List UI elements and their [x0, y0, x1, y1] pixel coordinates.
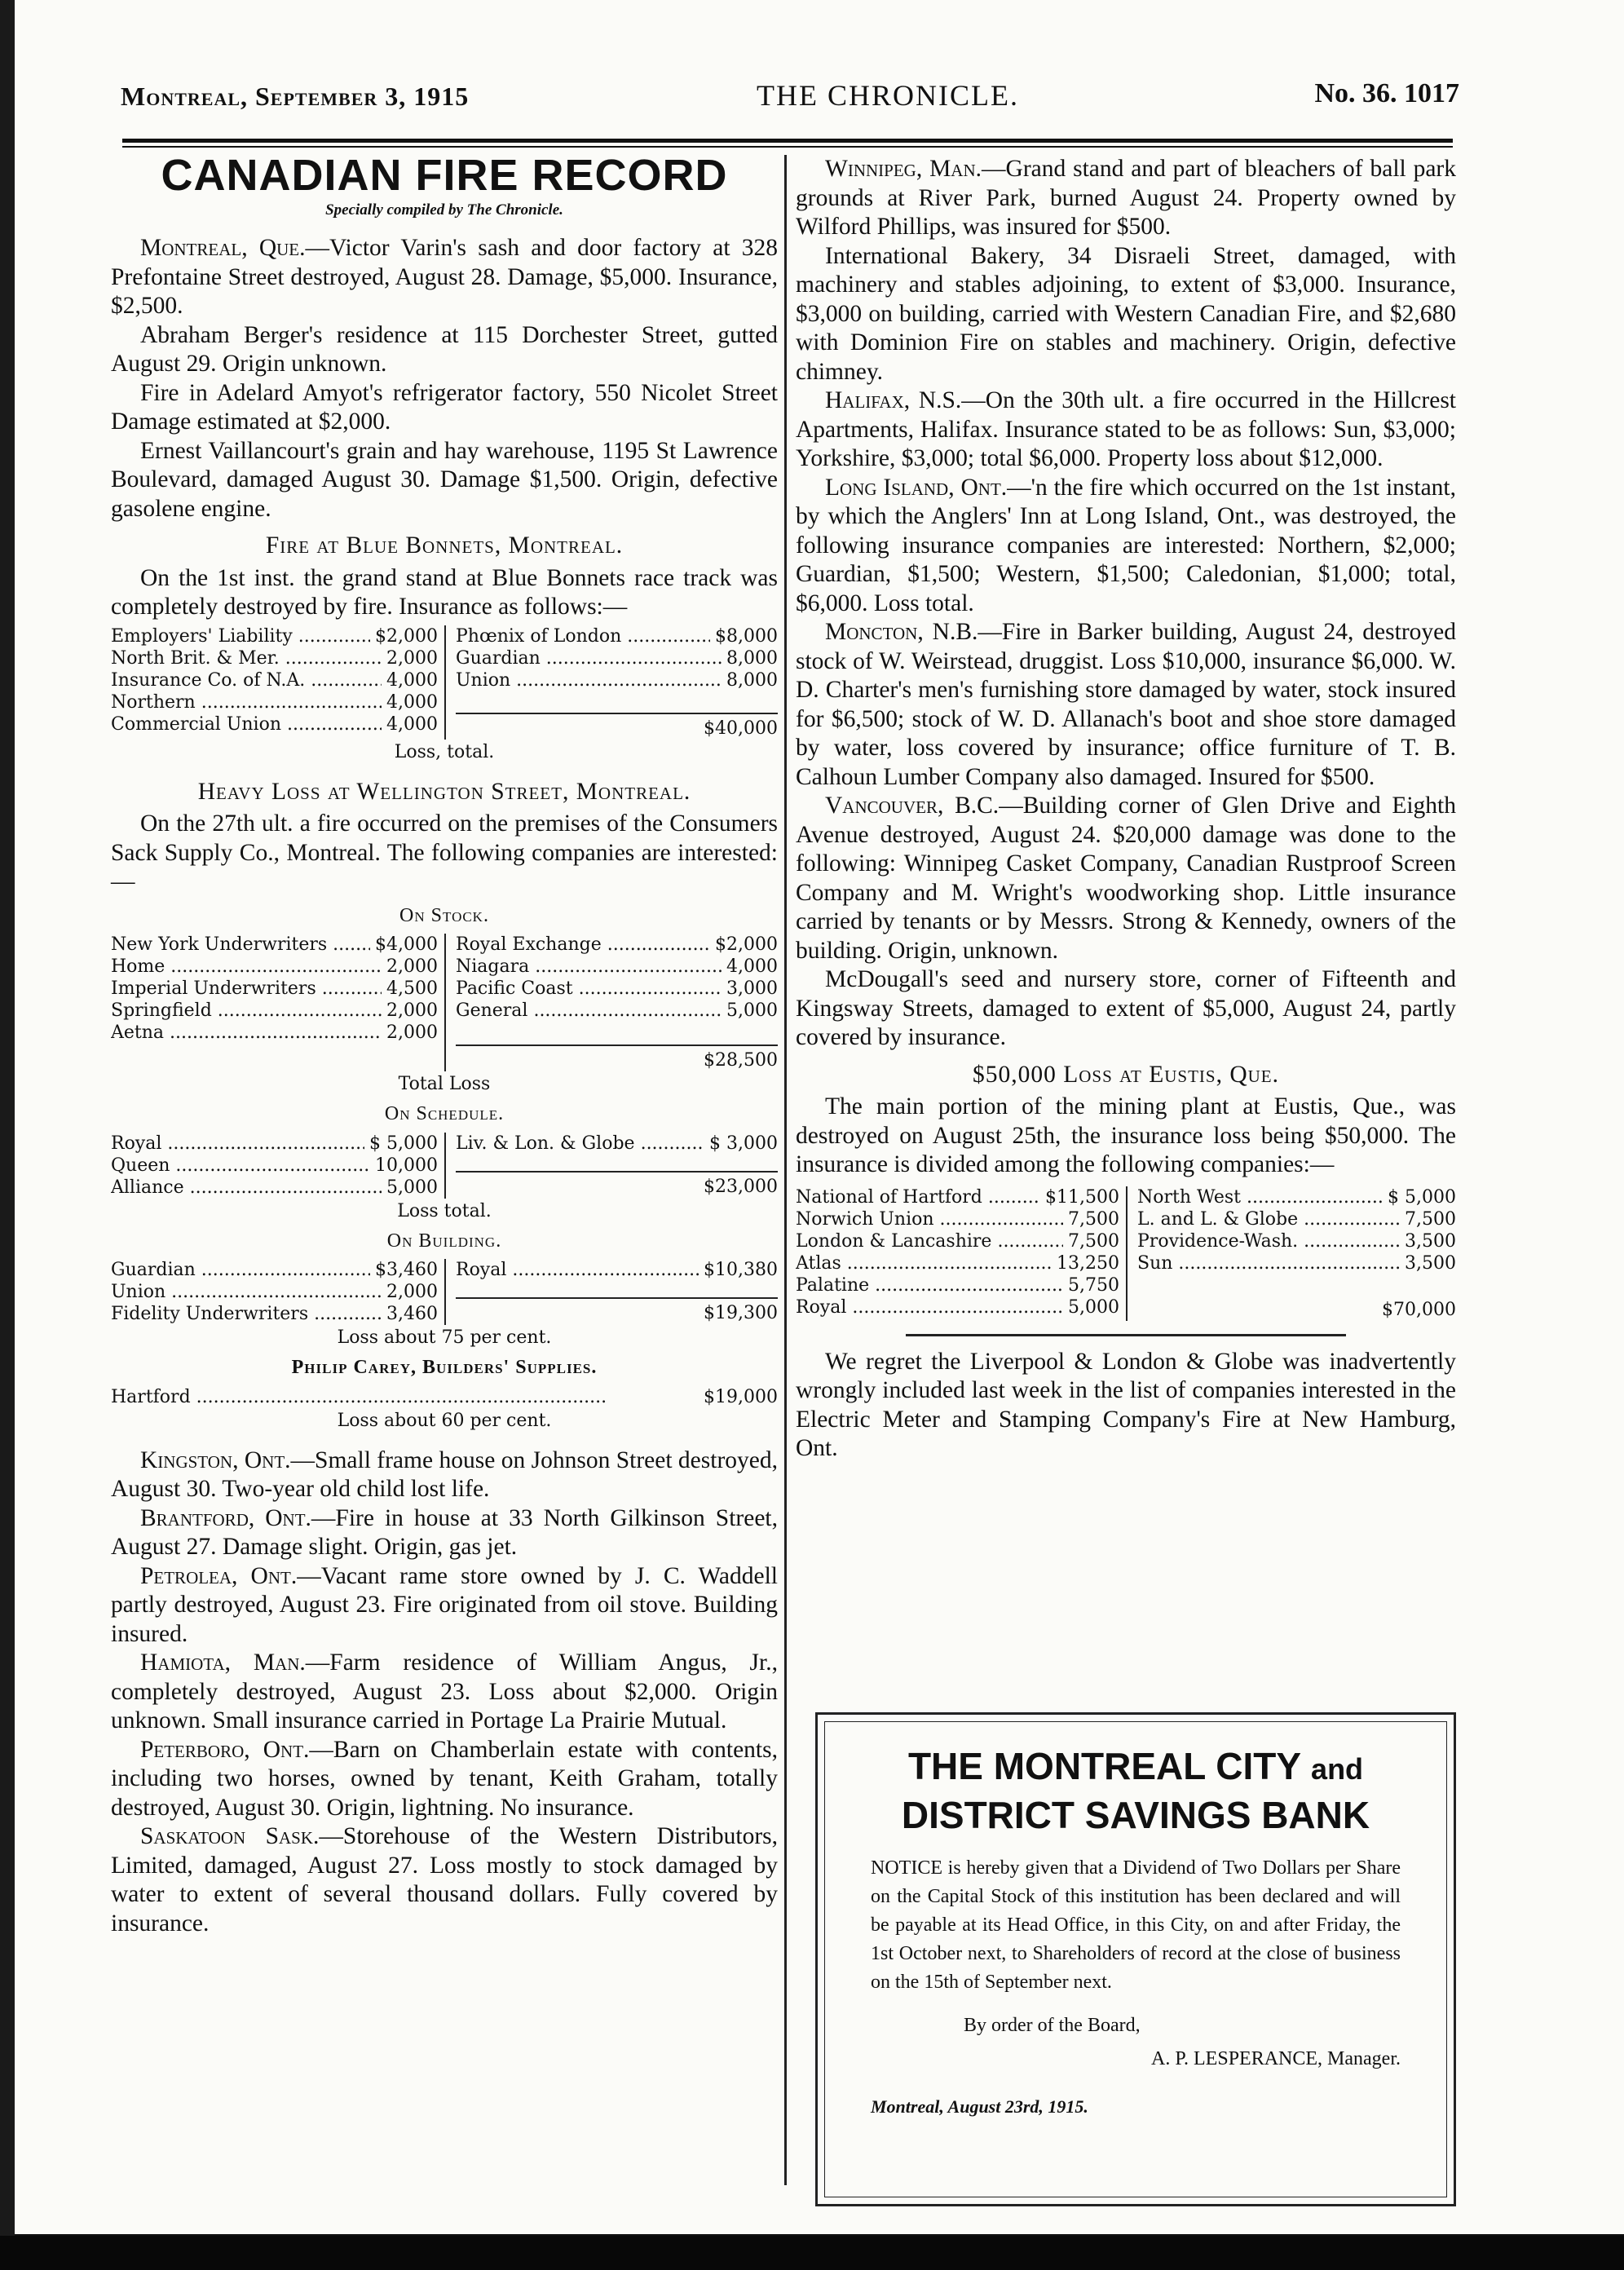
company-name: Atlas ..... [796, 1252, 1052, 1274]
table-right-half [444, 1133, 778, 1199]
table-left-half [796, 1186, 1126, 1321]
item-kingston: Kingston, Ont.—Small frame house on Johnson Street destroyed, August 30. Two-year old child lost life. [111, 1446, 778, 1502]
company-name: Aetna ..... [111, 1022, 382, 1044]
amount: 4,000 [386, 691, 438, 713]
amount: 5,000 [386, 1177, 438, 1198]
item-saskatoon: Saskatoon Sask.—Storehouse of the Western Distributors, Limited, damaged, August 27. Loss mostly to stock damaged by water to extent of several thousand dollars. Fully covered by insurance. [111, 1823, 778, 1937]
place-lead: Saskatoon Sask. [140, 1823, 320, 1849]
table-right-half [444, 625, 778, 740]
company-name: Phœnix of London ..... [456, 625, 710, 647]
company-name: Palatine ..... [796, 1274, 1063, 1296]
bank-notice-ad [815, 1712, 1456, 2206]
company-name: Union ..... [456, 669, 722, 691]
table-left-half [111, 934, 444, 1071]
table-eustis [796, 1186, 1456, 1321]
subhead-wellington: Heavy Loss at Wellington Street, Montreal. [197, 778, 691, 805]
subhead-eustis: $50,000 Loss at Eustis, Que. [973, 1061, 1279, 1088]
amount: 2,000 [386, 1000, 438, 1021]
table-left-half [111, 1133, 444, 1199]
company-name: Providence-Wash. ..... [1137, 1230, 1400, 1252]
item-winnipeg: Winnipeg, Man.—Grand stand and part of bleachers of ball park grounds at River Park, burned August 24. Property owned by Wilford Phillips, was insured for $500. [796, 156, 1456, 240]
table-row [456, 1133, 778, 1155]
item-regret: We regret the Liverpool & London & Globe was inadvertently wrongly included last week in the list of companies interested in the Electric Meter and Stamping Company's Fire at New Hamburg, Ont. [796, 1348, 1456, 1461]
amount: 2,000 [386, 956, 438, 977]
amount: 13,250 [1057, 1252, 1119, 1274]
table-left-half [111, 1259, 444, 1325]
table-row [111, 934, 438, 956]
amount: $ 3,000 [709, 1133, 778, 1154]
table-row [111, 1177, 438, 1199]
table-row [111, 1000, 438, 1022]
left-column [111, 151, 779, 1938]
table-row [456, 669, 778, 691]
table-row [111, 1133, 438, 1155]
table-philip-carey [111, 1386, 778, 1432]
table-row [456, 647, 778, 669]
item-peterboro: Peterboro, Ont.—Barn on Chamberlain estate with contents, including two horses, owned by tenant, Keith Graham, totally destroyed, August 30. Origin, lightning. No insurance. [111, 1736, 778, 1821]
table-row [111, 691, 438, 713]
table-on-stock [111, 934, 778, 1095]
table-row [1137, 1252, 1456, 1274]
amount: $ 5,000 [1388, 1186, 1456, 1208]
ad-signature: A. P. LESPERANCE, Manager. [1151, 2048, 1401, 2069]
table-row [111, 1303, 438, 1325]
header-rule-thin [122, 146, 1453, 148]
table-total: $23,000 [456, 1171, 778, 1198]
table-right-half [444, 1259, 778, 1325]
table-row [111, 713, 438, 735]
amount: 4,500 [386, 978, 438, 999]
table-row [796, 1252, 1119, 1274]
table-row [456, 978, 778, 1000]
place-lead: Hamiota, Man. [140, 1650, 306, 1676]
table-loss-note: Loss about 75 per cent. [337, 1327, 552, 1348]
column-divider [784, 155, 787, 2185]
ad-inner-border [824, 1721, 1447, 2197]
table-row [456, 956, 778, 978]
amount: $8,000 [715, 625, 778, 647]
subhead-on-stock: On Stock. [399, 904, 489, 926]
item-hamiota: Hamiota, Man.—Farm residence of William Angus, Jr., completely destroyed, August 23. Loss about $2,000. Origin unknown. Small insurance carried in Portage La Prairie Mutual. [111, 1650, 778, 1733]
table-right-half [1126, 1186, 1456, 1321]
header-publication: THE CHRONICLE. [757, 79, 1019, 112]
table-row [1137, 1230, 1456, 1252]
table-row [796, 1186, 1119, 1208]
company-name: Sun ..... [1137, 1252, 1400, 1274]
amount: 5,000 [1068, 1296, 1119, 1318]
table-row [111, 1281, 438, 1303]
header-rule-thick [122, 139, 1453, 143]
company-name: Royal Exchange ..... [456, 934, 710, 956]
amount: 2,000 [386, 647, 438, 669]
place-lead: Vancouver, B.C. [825, 793, 1000, 819]
item-brantford: Brantford, Ont.—Fire in house at 33 North Gilkinson Street, August 27. Damage slight. Origin, gas jet. [111, 1504, 778, 1560]
table-row [456, 625, 778, 647]
table-row [796, 1274, 1119, 1296]
company-name: Fidelity Underwriters ..... [111, 1303, 382, 1325]
amount: $2,000 [715, 934, 778, 955]
company-name: Northern ..... [111, 691, 382, 713]
amount: 7,500 [1068, 1230, 1119, 1252]
place-lead: Brantford, Ont. [140, 1504, 311, 1531]
amount: 2,000 [386, 1282, 438, 1302]
table-row [111, 1155, 438, 1177]
item-vaillancourt: Ernest Vaillancourt's grain and hay warehouse, 1195 St Lawrence Boulevard, damaged August 30. Damage $1,500. Origin, defective gasolene engine. [111, 437, 778, 522]
subhead-on-building: On Building. [386, 1230, 502, 1252]
table-on-schedule [111, 1133, 778, 1222]
item-amyot: Fire in Adelard Amyot's refrigerator factory, 550 Nicolet Street Damage estimated at $2,000. [111, 379, 778, 435]
company-name: New York Underwriters ..... [111, 934, 370, 956]
company-name: Union ..... [111, 1281, 382, 1303]
amount: 10,000 [375, 1155, 438, 1176]
scan-edge-left [0, 0, 15, 2270]
right-column [796, 155, 1456, 1464]
item-mcdougall: McDougall's seed and nursery store, corner of Fifteenth and Kingsway Streets, damaged to extent of $5,000, August 24, partly covered by insurance. [796, 966, 1456, 1050]
table-row [111, 669, 438, 691]
company-name: Royal ..... [796, 1296, 1063, 1318]
table-row [796, 1208, 1119, 1230]
company-name: Guardian ..... [111, 1259, 370, 1281]
place-lead: Moncton, N.B. [825, 619, 978, 645]
amount: 3,460 [386, 1304, 438, 1324]
ad-date: Montreal, August 23rd, 1915. [871, 2096, 1088, 2117]
table-row [111, 1259, 438, 1281]
page-header [106, 75, 1459, 116]
company-name: Pacific Coast ..... [456, 978, 722, 1000]
amount: 3,000 [726, 978, 778, 999]
table-on-building [111, 1259, 778, 1349]
header-dateline: Montreal, September 3, 1915 [121, 82, 470, 111]
company-name: Guardian ..... [456, 647, 722, 669]
item-halifax: Halifax, N.S.—On the 30th ult. a fire occurred in the Hillcrest Apartments, Halifax. Insurance stated to be as follows: Sun, $3,000; Yorkshire, $3,000; total $6,000. Property loss about $12,000. [796, 387, 1456, 471]
item-bakery: International Bakery, 34 Disraeli Street, damaged, with machinery and stables adjoining, to extent of $3,000. Insurance, $3,000 on building, carried with Western Canadian Fire, and $2,680 with Dominion Fire on stables and machinery. Origin, defective chimney. [796, 242, 1456, 385]
table-row: Hartford ..... $19,000 [111, 1386, 778, 1408]
ad-notice-body: NOTICE is hereby given that a Dividend of Two Dollars per Share on the Capital Stock of this institution has been declared and will be payable at its Head Office, in this City, on and after Friday, the 1st October next, to Shareholders of record at the close of business on the 15th of September next. [871, 1857, 1401, 1993]
table-row [456, 934, 778, 956]
place-lead: Kingston, Ont. [140, 1446, 291, 1473]
table-left-half [111, 625, 444, 740]
amount: 4,000 [386, 713, 438, 735]
item-blue-bonnets: On the 1st inst. the grand stand at Blue Bonnets race track was completely destroyed by fire. Insurance as follows:— [111, 564, 778, 620]
subhead-blue-bonnets: Fire at Blue Bonnets, Montreal. [265, 532, 624, 559]
table-total: $19,300 [456, 1297, 778, 1324]
amount: $ 5,000 [369, 1133, 438, 1154]
item-montreal: Montreal, Que.—Victor Varin's sash and door factory at 328 Prefontaine Street destroyed, August 28. Damage, $5,000. Insurance, $2,500. [111, 235, 779, 319]
item-wellington: On the 27th ult. a fire occurred on the premises of the Consumers Sack Supply Co., Montreal. The following companies are interested:— [111, 810, 778, 894]
company-name: Home ..... [111, 956, 382, 978]
table-loss-note: Loss, total. [394, 741, 495, 762]
amount: $11,500 [1045, 1186, 1119, 1208]
table-loss-note: Loss about 60 per cent. [337, 1410, 552, 1431]
table-total: $28,500 [456, 1044, 778, 1071]
subhead-philip-carey: Philip Carey, Builders' Supplies. [291, 1357, 598, 1378]
amount: $3,460 [375, 1260, 438, 1280]
company-name: North Brit. & Mer. ..... [111, 647, 382, 669]
table-row [111, 978, 438, 1000]
company-name: Royal ..... [111, 1133, 364, 1155]
company-name: General ..... [456, 1000, 722, 1022]
scan-edge-bottom [0, 2236, 1624, 2270]
company-name: London & Lancashire ..... [796, 1230, 1063, 1252]
company-name: Springfield ..... [111, 1000, 382, 1022]
amount: 3,500 [1405, 1252, 1456, 1274]
table-blue-bonnets [111, 625, 778, 763]
item-long-island: Long Island, Ont.—'n the fire which occurred on the 1st instant, by which the Anglers' Inn at Long Island, Ont., was destroyed, the following insurance companies are interested: Northern, $2,000; Guardian, $1,500; Western, $1,500; Caledonian, $1,000; total, $6,000. Loss total. [796, 474, 1456, 616]
table-row [111, 647, 438, 669]
amount: 5,750 [1068, 1274, 1119, 1296]
amount: $2,000 [375, 625, 438, 647]
item-vancouver: Vancouver, B.C.—Building corner of Glen Drive and Eighth Avenue destroyed, August 24. $20,000 damage was done to the following: Winnipeg Casket Company, Canadian Rustproof Screen Company and M. Wright's woodworking shop. Little insurance carried by tenants or by Messrs. Strong & Kennedy, owners of the building. Origin, unknown. [796, 793, 1456, 964]
amount: 4,000 [386, 669, 438, 691]
company-name: North West ..... [1137, 1186, 1383, 1208]
amount: $4,000 [375, 934, 438, 955]
table-row [456, 1000, 778, 1022]
table-row [111, 625, 438, 647]
company-name: Norwich Union ..... [796, 1208, 1063, 1230]
table-row [796, 1296, 1119, 1318]
amount: 7,500 [1405, 1208, 1456, 1230]
section-title: CANADIAN FIRE RECORD [161, 151, 728, 200]
subhead-on-schedule: On Schedule. [384, 1103, 505, 1124]
table-row [1137, 1186, 1456, 1208]
header-issue-page: No. 36. 1017 [1314, 78, 1459, 108]
place-lead: Petrolea, Ont. [140, 1562, 298, 1589]
company-name: Employers' Liability ..... [111, 625, 370, 647]
company-name: Imperial Underwriters ..... [111, 978, 382, 1000]
table-row [111, 1022, 438, 1044]
section-divider [906, 1334, 1346, 1336]
place-lead: Long Island, Ont. [825, 474, 1008, 501]
company-name: L. and L. & Globe ..... [1137, 1208, 1400, 1230]
amount: 2,000 [386, 1022, 438, 1043]
company-name: Niagara ..... [456, 956, 722, 978]
item-eustis: The main portion of the mining plant at Eustis, Que., was destroyed on August 25th, the insurance loss being $50,000. The insurance is divided among the following companies:— [796, 1093, 1456, 1177]
table-right-half [444, 934, 778, 1071]
section-subtitle: Specially compiled by The Chronicle. [325, 201, 563, 219]
amount: 4,000 [726, 956, 778, 977]
ad-title: THE MONTREAL CITY and DISTRICT SAVINGS BANK [901, 1745, 1370, 1836]
table-loss-note: Total Loss [398, 1074, 491, 1094]
place-lead: Winnipeg, Man. [825, 156, 982, 182]
company-name: Insurance Co. of N.A. ..... [111, 669, 382, 691]
company-name: Alliance ..... [111, 1177, 382, 1199]
place-lead: Halifax, N.S. [825, 387, 962, 413]
ad-order: By order of the Board, [964, 2015, 1141, 2036]
amount: 8,000 [726, 647, 778, 669]
company-name: Liv. & Lon. & Globe ..... [456, 1133, 704, 1155]
place-lead: Peterboro, Ont. [140, 1736, 310, 1763]
amount: 7,500 [1068, 1208, 1119, 1230]
company-name: Royal ..... [456, 1259, 699, 1281]
place-lead: Montreal, Que. [140, 235, 306, 261]
item-petrolea: Petrolea, Ont.—Vacant rame store owned by J. C. Waddell partly destroyed, August 23. Fire originated from oil stove. Building insured. [111, 1562, 778, 1647]
table-row [1137, 1208, 1456, 1230]
company-name: National of Hartford ..... [796, 1186, 1040, 1208]
table-total: $40,000 [456, 713, 778, 740]
table-row [111, 956, 438, 978]
amount: 8,000 [726, 669, 778, 691]
company-name: Queen ..... [111, 1155, 370, 1177]
table-row [456, 1259, 778, 1281]
table-row [796, 1230, 1119, 1252]
item-moncton: Moncton, N.B.—Fire in Barker building, August 24, destroyed stock of W. Weirstead, druggist. Loss $10,000, insurance $6,000. W. D. Charter's men's furnishing store damaged by water, stock insured for $6,500; stock of W. D. Allanach's boot and shoe store damaged by water, loss covered by insurance; office furniture of T. B. Calhoun Lumber Company also damaged. Insured for $500. [796, 619, 1456, 790]
item-berger: Abraham Berger's residence at 115 Dorchester Street, gutted August 29. Origin unknown. [111, 321, 778, 377]
company-name: Commercial Union ..... [111, 713, 382, 735]
table-total: $70,000 [1382, 1299, 1456, 1320]
amount: $10,380 [704, 1260, 778, 1280]
table-loss-note: Loss total. [397, 1200, 492, 1221]
amount: 5,000 [726, 1000, 778, 1021]
amount: 3,500 [1405, 1230, 1456, 1252]
